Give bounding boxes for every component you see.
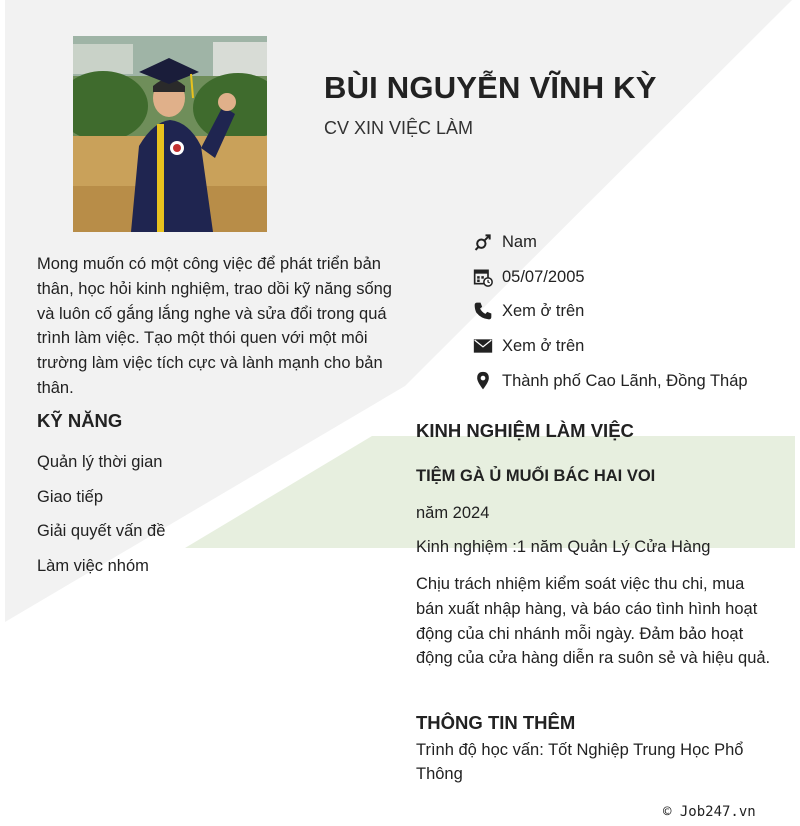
experience-title: KINH NGHIỆM LÀM VIỆC (416, 420, 634, 441)
skill-item: Giải quyết vấn đề (37, 522, 166, 541)
experience-description: Chịu trách nhiệm kiểm soát việc thu chi, mua bán xuất nhập hàng, và báo cáo tình hình hoạt động của chi nhánh mỗi ngày. Đảm bảo hoạt động của cửa hàng diễn ra suôn sẻ và hiệu quả. (416, 575, 771, 668)
email-icon (470, 334, 496, 358)
candidate-name: BÙI NGUYỄN VĨNH KỲ (324, 70, 657, 105)
phone-icon (470, 299, 496, 323)
location-icon (470, 369, 496, 393)
skill-item: Quản lý thời gian (37, 453, 163, 471)
contact-phone-text: Xem ở trên (502, 302, 585, 321)
gender-icon (470, 230, 496, 254)
skill-item: Làm việc nhóm (37, 557, 149, 576)
experience-year: năm 2024 (416, 504, 490, 522)
profile-photo (73, 36, 267, 232)
contact-email-text: Xem ở trên (502, 337, 585, 356)
experience-company: TIỆM GÀ Ủ MUỐI BÁC HAI VOI (416, 467, 656, 485)
calendar-icon (470, 265, 496, 289)
contact-item-gender (470, 230, 760, 265)
footer-copyright: © Job247.vn (663, 804, 756, 820)
experience-role: Kinh nghiệm :1 năm Quản Lý Cửa Hàng (416, 538, 711, 556)
contact-location-text: Thành phố Cao Lãnh, Đồng Tháp (502, 371, 748, 390)
cv-subtitle: CV XIN VIỆC LÀM (324, 118, 474, 138)
contact-list (470, 230, 760, 403)
skills-title: KỸ NĂNG (37, 410, 123, 431)
contact-item-birthday (470, 265, 760, 300)
contact-birthday-text: 05/07/2005 (502, 267, 585, 286)
career-objective: Mong muốn có một công việc để phát triển bản thân, học hỏi kinh nghiệm, trao dồi kỹ năng sống và luôn cố gắng lắng nghe và sửa đổi trong quá trình làm việc. Tạo một thói quen với một môi trường làm việc tích cực và lành mạnh cho bản thân. (37, 255, 392, 397)
contact-item-email (470, 334, 760, 369)
skills-list (37, 450, 165, 589)
contact-gender-text: Nam (502, 233, 537, 251)
additional-info-text: Trình độ học vấn: Tốt Nghiệp Trung Học Phổ Thông (416, 741, 744, 783)
skill-item: Giao tiếp (37, 487, 104, 506)
additional-info-title: THÔNG TIN THÊM (416, 712, 576, 733)
contact-item-phone (470, 299, 760, 334)
contact-item-location (470, 369, 760, 404)
